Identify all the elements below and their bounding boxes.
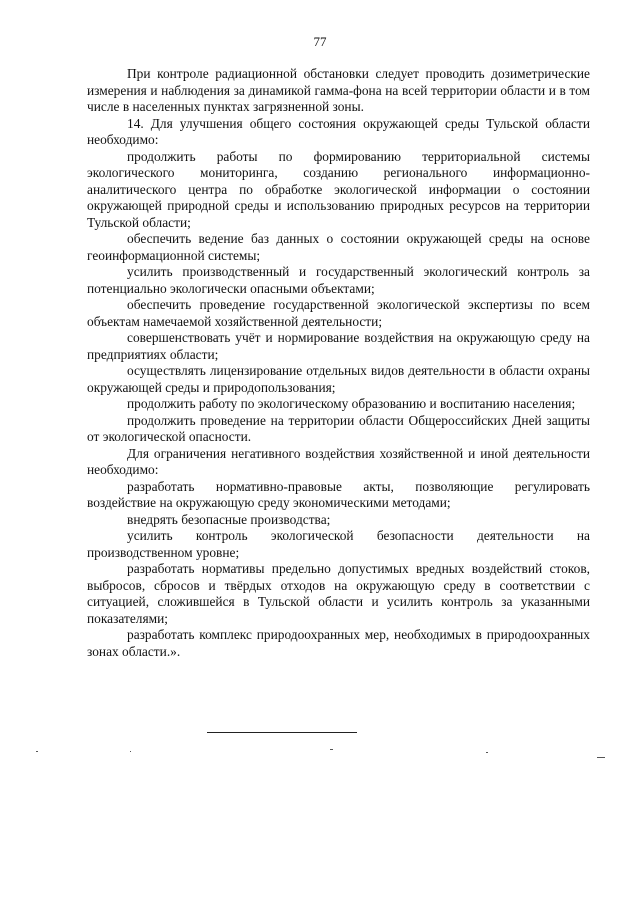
- paragraph-item-14: 14. Для улучшения общего состояния окружающей среды Тульской области необходимо:: [87, 115, 590, 147]
- paragraph-measures: разработать комплекс природоохранных мер, необходимых в природоохранных зонах области.».: [87, 627, 590, 659]
- paragraph-accounting: совершенствовать учёт и нормирование воздействия на окружающую среду на предприятиях области;: [87, 330, 590, 362]
- paragraph-expertise: обеспечить проведение государственной экологической экспертизы по всем объектам намечаемой хозяйственной деятельности;: [87, 297, 590, 329]
- document-body: [87, 66, 590, 660]
- paragraph-standards: разработать нормативы предельно допустимых вредных воздействий стоков, выбросов, сбросов и твёрдых отходов на окружающую среду в соответствии с ситуацией, сложившейся в Тульской области и усилить контроль за указанными показателями;: [87, 561, 590, 626]
- paragraph-radiation-control: При контроле радиационной обстановки следует проводить дозиметрические измерения и наблюдения за динамикой гамма-фона на всей территории области и в том числе в населенных пунктах загрязненной зоны.: [87, 66, 590, 114]
- end-separator-line: [207, 732, 357, 733]
- scan-speck: [486, 752, 488, 753]
- scan-speck: [36, 751, 38, 752]
- page-number: 77: [313, 34, 327, 49]
- paragraph-protection-days: продолжить проведение на территории области Общероссийских Дней защиты от экологической опасности.: [87, 412, 590, 444]
- paragraph-licensing: осуществлять лицензирование отдельных видов деятельности в области охраны окружающей среды и природопользования;: [87, 363, 590, 395]
- scan-speck: [330, 749, 333, 750]
- paragraph-safe-production: внедрять безопасные производства;: [127, 511, 331, 527]
- scan-speck: [597, 757, 605, 758]
- paragraph-legal-acts: разработать нормативно-правовые акты, позволяющие регулировать воздействие на окружающую среду экономическими методами;: [87, 478, 590, 510]
- paragraph-databases: обеспечить ведение баз данных о состоянии окружающей среды на основе геоинформационной системы;: [87, 231, 590, 263]
- paragraph-production-control: усилить контроль экологической безопасности деятельности на производственном уровне;: [87, 528, 590, 560]
- paragraph-ecological-control: усилить производственный и государственный экологический контроль за потенциально экологически опасными объектами;: [87, 264, 590, 296]
- paragraph-education: продолжить работу по экологическому образованию и воспитанию населения;: [127, 396, 576, 411]
- paragraph-limitation-intro: Для ограничения негативного воздействия хозяйственной и иной деятельности необходимо:: [87, 445, 590, 477]
- paragraph-monitoring-system: продолжить работы по формированию территориальной системы экологического мониторинга, созданию регионального информационно-аналитического центра по обработке экологической информации о состоянии окружающей природной среды и использованию природных ресурсов на территории Тульской области;: [87, 148, 590, 230]
- scan-speck: [130, 751, 131, 752]
